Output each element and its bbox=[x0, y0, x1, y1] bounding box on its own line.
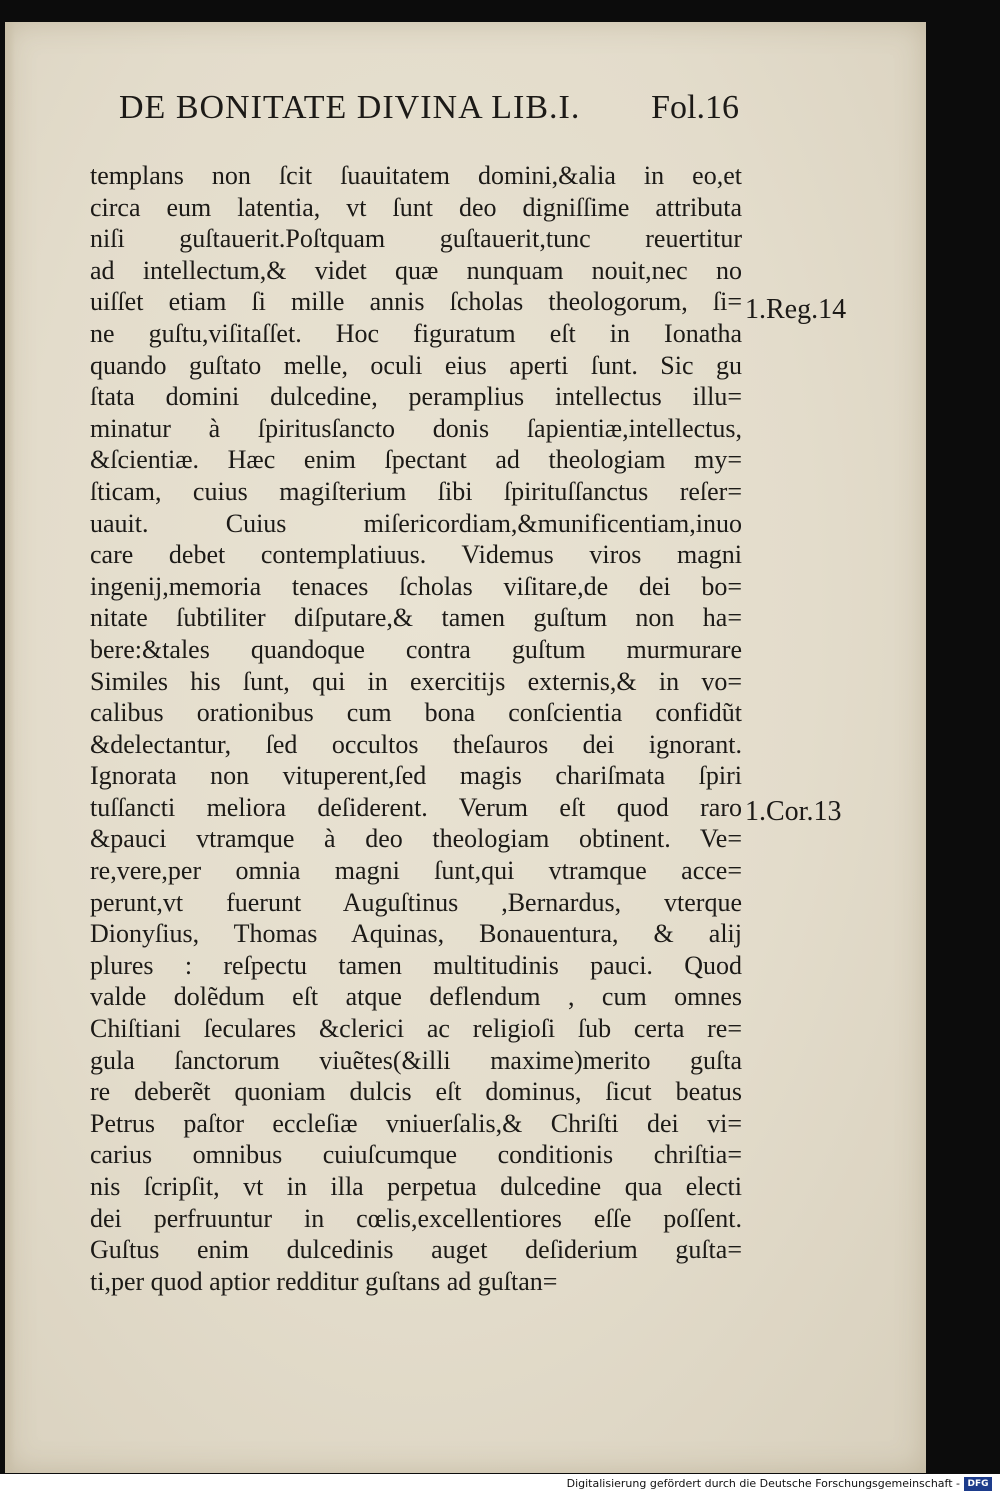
text-line: dei perfruuntur in cœlis,excellentiores eſſe poſſent. bbox=[90, 1203, 742, 1233]
text-line: nis ſcripſit, vt in illa perpetua dulcedine qua electi bbox=[90, 1172, 742, 1201]
text-line: ſticam, cuius magiſterium ſibi ſpirituſſanctus reſer= bbox=[90, 476, 742, 506]
text-line: &pauci vtramque à deo theologiam obtinent. Ve= bbox=[90, 824, 742, 854]
text-line: niſi guſtauerit.Poſtquam guſtauerit,tunc reuertitur bbox=[90, 224, 742, 254]
text-line: perunt,vt fuerunt Auguſtinus ,Bernardus, vterque bbox=[90, 887, 742, 917]
text-line: ne guſtu,viſitaſſet. Hoc figuratum eſt in Ionatha bbox=[90, 318, 742, 348]
text-line: minatur à ſpiritusſancto donis ſapientiæ,intellectus, bbox=[90, 413, 742, 443]
book-page bbox=[5, 22, 926, 1473]
folio-number: Fol.16 bbox=[651, 89, 739, 126]
text-line: care debet contemplatiuus. Videmus viros magni bbox=[90, 540, 742, 570]
text-line: re,vere,per omnia magni ſunt,qui vtramque acce= bbox=[90, 856, 742, 886]
text-line: ad intellectum,& videt quæ nunquam nouit,nec no bbox=[90, 255, 742, 285]
text-line: templans non ſcit ſuauitatem domini,&alia in eo,et bbox=[90, 161, 742, 190]
text-line: Chiſtiani ſeculares &clerici ac religioſi ſub certa re= bbox=[90, 1014, 742, 1044]
margin-note-cor: 1.Cor.13 bbox=[745, 796, 842, 827]
text-line: calibus orationibus cum bona conſcientia confidũt bbox=[90, 698, 742, 728]
text-line: circa eum latentia, vt ſunt deo digniſſime attributa bbox=[90, 192, 742, 222]
digitization-footer bbox=[0, 1474, 1000, 1495]
text-line: Similes his ſunt, qui in exercitijs externis,& in vo= bbox=[90, 666, 742, 696]
text-line: plures : reſpectu tamen multitudinis pauci. Quod bbox=[90, 950, 742, 980]
text-line: ſtata domini dulcedine, peramplius intellectus illu= bbox=[90, 382, 742, 412]
text-line: quando guſtato melle, oculi eius aperti ſunt. Sic gu bbox=[90, 350, 742, 380]
text-line: ingenij,memoria tenaces ſcholas viſitare,de dei bo= bbox=[90, 571, 742, 601]
margin-note-reg: 1.Reg.14 bbox=[745, 294, 847, 325]
body-text bbox=[90, 160, 742, 1297]
text-line: Petrus paſtor eccleſiæ vniuerſalis,& Chriſti dei vi= bbox=[90, 1108, 742, 1138]
running-title: DE BONITATE DIVINA LIB.I. bbox=[119, 89, 581, 126]
page-header bbox=[119, 86, 739, 130]
text-line: uiſſet etiam ſi mille annis ſcholas theologorum, ſi= bbox=[90, 287, 742, 317]
text-line: tuſſancti meliora deſiderent. Verum eſt quod raro bbox=[90, 792, 742, 822]
text-line: Guſtus enim dulcedinis auget deſiderium guſta= bbox=[90, 1235, 742, 1265]
text-line: gula ſanctorum viuẽtes(&illi maxime)merito guſta bbox=[90, 1045, 742, 1075]
text-line: Dionyſius, Thomas Aquinas, Bonauentura, & alij bbox=[90, 919, 742, 949]
text-line: ti,per quod aptior redditur guſtans ad guſtan= bbox=[90, 1266, 558, 1296]
footer-credit: Digitalisierung gefördert durch die Deutsche Forschungsgemeinschaft - bbox=[566, 1477, 960, 1490]
text-line: Ignorata non vituperent,ſed magis chariſmata ſpiri bbox=[90, 761, 742, 791]
text-line: uauit. Cuius miſericordiam,&munificentiam,inuo bbox=[90, 508, 742, 538]
text-line: nitate ſubtiliter diſputare,& tamen guſtum non ha= bbox=[90, 603, 742, 633]
text-line: &ſcientiæ. Hæc enim ſpectant ad theologiam my= bbox=[90, 445, 742, 475]
page-binding-shadow bbox=[5, 22, 15, 1473]
text-line: carius omnibus cuiuſcumque conditionis chriſtia= bbox=[90, 1140, 742, 1170]
text-line: bere:&tales quandoque contra guſtum murmurare bbox=[90, 634, 742, 664]
text-line: &delectantur, ſed occultos theſauros dei ignorant. bbox=[90, 729, 742, 759]
text-line: valde dolẽdum eſt atque deflendum , cum omnes bbox=[90, 982, 742, 1012]
text-line: re deberẽt quoniam dulcis eſt dominus, ſicut beatus bbox=[90, 1077, 742, 1107]
dfg-logo: DFG bbox=[964, 1477, 992, 1491]
